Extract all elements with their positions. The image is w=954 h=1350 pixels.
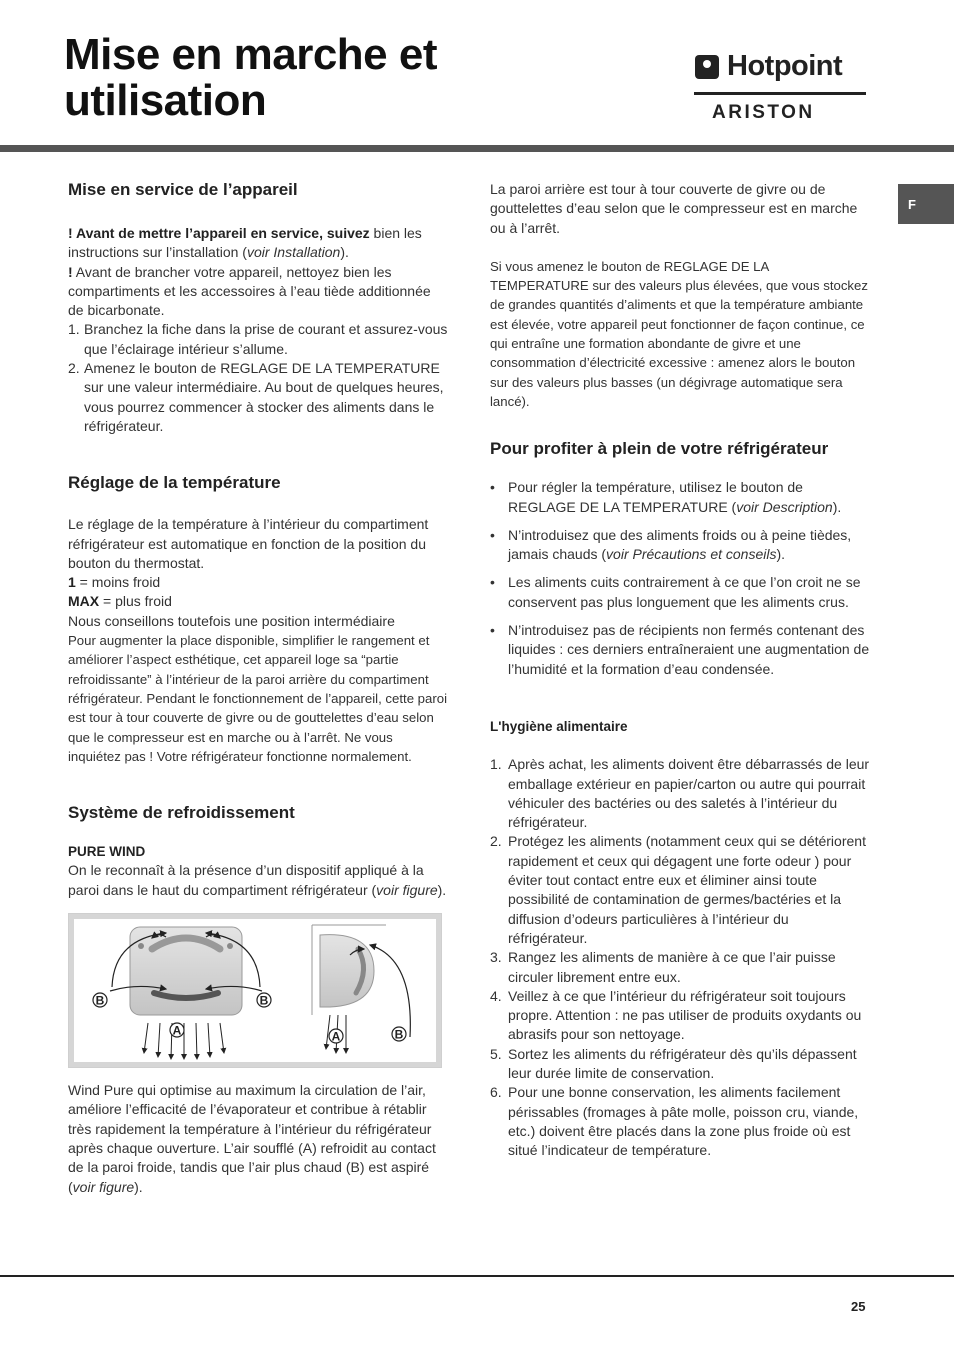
footer-rule (0, 1275, 954, 1277)
page-title-line-2: utilisation (64, 76, 267, 125)
page-title-line-1: Mise en marche et (64, 30, 437, 79)
section-title-reglage: Réglage de la température (68, 473, 281, 493)
reglage-max: MAX = plus froid (68, 593, 172, 610)
brand-sub: ARISTON (712, 102, 815, 123)
pure-wind-description: Wind Pure qui optimise au maximum la circulation de l’air, améliore l’efficacité de l’évaporateur et contribue à rétablir très rapidement la température à l’intérieur du réfrigérateur après chaque ouverture. L’air soufflé (A) refroidit au contact de la paroi froide, tandis que l’air plus chaud (B) est aspiré (voir figure). (68, 1082, 436, 1195)
figure-label-a-front: A (172, 1023, 182, 1038)
list-item: 2. Protégez les aliments (notamment ceux qui se détériorent rapidement et ceux qui dégagent une forte odeur ) pour éviter tout contact entre eux et éliminer ainsi toute possibilité de contamination de germes/bactéries et la diffusion d’odeurs particulières à l’intérieur du réfrigérateur. (490, 833, 866, 946)
list-item: 1. Branchez la fiche dans la prise de courant et assurez-vous que l’éclairage intérieur s’allume. (68, 321, 448, 357)
pure-wind-label: PURE WIND (68, 844, 146, 860)
section-title-profiter: Pour profiter à plein de votre réfrigérateur (490, 439, 829, 459)
page-title (64, 32, 437, 124)
pure-wind-intro: On le reconnaît à la présence d’un dispositif appliqué à la paroi dans le haut du compartiment réfrigérateur (voir figure). (68, 862, 447, 898)
reglage-intro: Le réglage de la température à l’intérieur du compartiment réfrigérateur est automatique en fonction de la position du bouton du thermostat. (68, 516, 429, 571)
warning-1: ! Avant de mettre l’appareil en service, suivez bien les instructions sur l’installation (voir Installation). (68, 225, 422, 261)
brand-logo (694, 52, 870, 126)
list-item: • Pour régler la température, utilisez le bouton de REGLAGE DE LA TEMPERATURE (voir Description). (490, 479, 842, 515)
warning-2 (68, 263, 448, 321)
warning-1-ref: voir Installation (246, 244, 341, 261)
list-item: • N’introduisez pas de récipients non fermés contenant des liquides : ces derniers entraîneraient une augmentation de l’humidité et la formation d’eau condensée. (490, 622, 870, 677)
figure-label-b-left: B (95, 993, 105, 1008)
section-title-refroidissement: Système de refroidissement (68, 803, 295, 823)
side-view (312, 925, 410, 1053)
hotpoint-logo-icon (695, 55, 719, 79)
list-item: 1. Après achat, les aliments doivent être débarrassés de leur emballage extérieur en papier/carton ou autre qui pourrait véhiculer des bactéries ou des saletés à l’intérieur du réfrigérateur. (490, 756, 870, 831)
figure-label-b-right: B (259, 993, 269, 1008)
warning-mark: ! (68, 225, 73, 241)
setup-steps (68, 320, 448, 436)
list-item: • N’introduisez que des aliments froids ou à peine tièdes, jamais chauds (voir Précautions et conseils). (490, 526, 852, 563)
list-item: • Les aliments cuits contrairement à ce que l’on croit ne se conservent pas plus longuement que les aliments crus. (490, 574, 861, 610)
brand-name: Hotpoint (727, 50, 843, 82)
airflow-diagram (74, 919, 436, 1062)
warning-2-text: Avant de brancher votre appareil, nettoyez bien les compartiments et les accessoires à l’eau tiède additionnée de bicarbonate. (68, 263, 431, 319)
right-column (490, 180, 870, 1160)
list-item: 5. Sortez les aliments du réfrigérateur dès qu’ils dépassent leur durée limite de conservation. (490, 1045, 857, 1081)
header-rule (0, 145, 954, 152)
warning-1-text: bien les instructions sur l’installation ( (68, 225, 422, 261)
warning-1-bold: Avant de mettre l’appareil en service, suivez (72, 225, 370, 241)
tips-list (490, 478, 870, 679)
pure-wind-figure (68, 913, 442, 1068)
section-title-hygiene: L'hygiène alimentaire (490, 718, 628, 734)
warning-mark: ! (68, 263, 73, 280)
page-number: 25 (851, 1299, 866, 1314)
list-item: 6. Pour une bonne conservation, les aliments facilement périssables (fromages à pâte molle, poisson cru, viande, etc.) doivent être placés dans la zone plus froide où est situé l’indicateur de température. (490, 1084, 859, 1159)
reglage-note: Pour augmenter la place disponible, simplifier le rangement et améliorer l’aspect esthétique, cet appareil loge sa “partie refroidissante” à l’intérieur de la paroi arrière du compartiment réfrigérateur. Pendant le fonctionnement de l’appareil, cette paroi est tour à tour couverte de givre ou de gouttelettes d’eau selon que le compresseur est en marche ou à l’arrêt. Ne vous inquiétez pas ! Votre réfrigérateur fonctionne normalement. (68, 633, 448, 764)
reglage-min: 1 = moins froid (68, 574, 161, 591)
left-column (68, 180, 448, 1197)
frost-paragraph: La paroi arrière est tour à tour couverte de givre ou de gouttelettes d’eau selon que le compresseur est en marche ou à l’arrêt. (490, 181, 858, 236)
figure-label-a-side: A (331, 1029, 341, 1044)
list-item: 2. Amenez le bouton de REGLAGE DE LA TEMPERATURE sur une valeur intermédiaire. Au bout de quelques heures, vous pourrez commencer à stocker des aliments dans le réfrigérateur. (68, 360, 444, 434)
list-item: 3. Rangez les aliments de manière à ce que l’air puisse circuler librement entre eux. (490, 949, 836, 985)
reglage-advice: Nous conseillons toutefois une position intermédiaire (68, 612, 395, 629)
figure-label-b-side: B (394, 1027, 404, 1042)
front-view (93, 927, 271, 1059)
language-tab: F (898, 184, 954, 224)
logo-divider (694, 92, 866, 95)
section-title-mise-en-service: Mise en service de l’appareil (68, 180, 298, 199)
hygiene-list (490, 755, 870, 1160)
setting-paragraph: Si vous amenez le bouton de REGLAGE DE LA TEMPERATURE sur des valeurs plus élevées, que vous stockez de grandes quantités d’aliments et que la température ambiante est élevée, votre appareil peut fonctionner de façon continue, ce qui entraîne une formation abondante de givre et une consommation d’électricité excessive : amenez alors le bouton sur des valeurs plus basses (un dégivrage automatique sera lancé). (490, 258, 868, 409)
list-item: 4. Veillez à ce que l’intérieur du réfrigérateur soit toujours propre. Attention : ne pas utiliser de produits oxydants ou abrasifs pour son nettoyage. (490, 987, 862, 1043)
